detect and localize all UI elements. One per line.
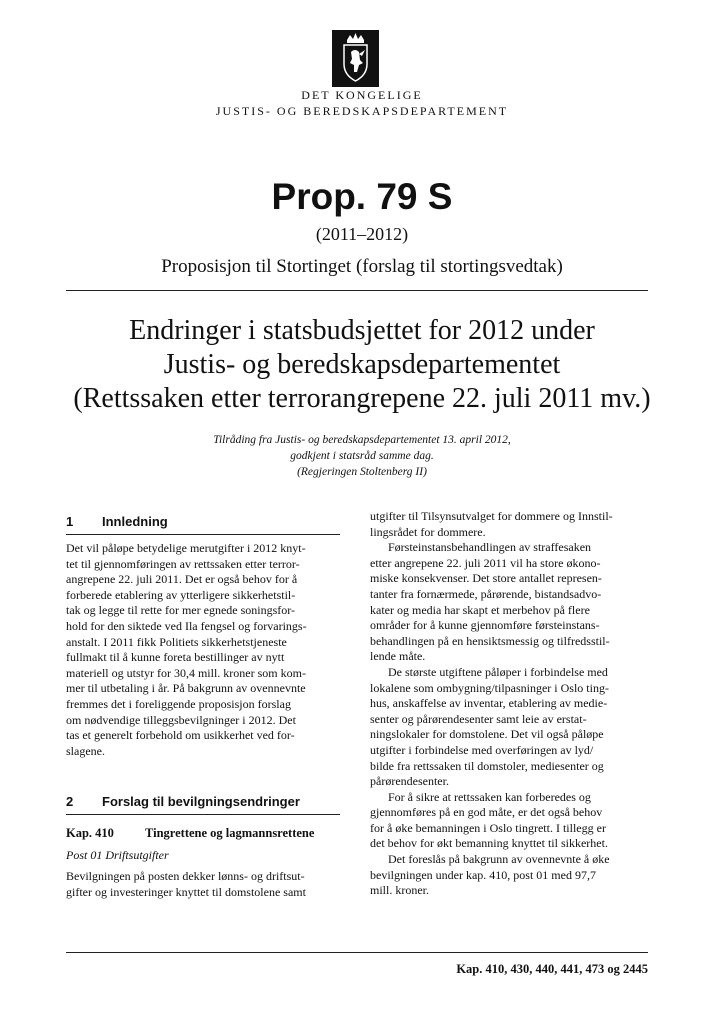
body-line: lokalene som ombygning/tilpasninger i Oslo ting- xyxy=(370,680,609,695)
section-2-rule xyxy=(66,814,340,815)
body-line: for å øke bemanningen i Oslo tingrett. I tillegg er xyxy=(370,820,606,835)
title-line: Justis- og beredskapsdepartementet xyxy=(163,349,561,380)
footer-chapters: Kap. 410, 430, 440, 441, 473 og 2445 xyxy=(456,962,648,976)
body-line: gjennomføres på en god måte, er det også behov xyxy=(370,805,603,820)
body-line: lingsrådet for dommere. xyxy=(370,524,486,539)
body-line: etter angrepene 22. juli 2011 vil ha store økono- xyxy=(370,555,601,570)
session-years: (2011–2012) xyxy=(315,224,409,244)
body-line: materiell og utstyr for 30,4 mill. kroner som kom- xyxy=(66,665,306,680)
body-line: anstalt. I 2011 fikk Politiets sikkerhetstjeneste xyxy=(66,634,287,649)
body-line: angrepene 22. juli 2011. Det er også behov for å xyxy=(66,572,298,587)
body-line: Bevilgningen på posten dekker lønns- og driftsut- xyxy=(66,869,305,883)
body-line: tak og legge til rette for mer egnede soningsfor- xyxy=(66,603,296,618)
body-line: Det foreslås på bakgrunn av ovennevnte å øke xyxy=(388,852,610,867)
section-2-body xyxy=(66,869,340,900)
body-line: bilde fra rettssaken til domstoler, mediesenter og xyxy=(370,758,604,773)
body-line: pårørendesenter. xyxy=(370,774,449,789)
right-column-body xyxy=(370,509,648,899)
body-line: forberede etablering av ytterligere sikkerhetstil- xyxy=(66,587,296,602)
body-line: mill. kroner. xyxy=(370,883,429,898)
chapter-label: Kap. 410 xyxy=(66,826,114,840)
post-heading: Post 01 Driftsutgifter xyxy=(66,848,169,862)
body-line: fullmakt til å kunne foreta bestillinger av nytt xyxy=(66,650,285,665)
title-line: (Rettssaken etter terrorangrepene 22. juli 2011 mv.) xyxy=(73,383,651,414)
body-line: tet til gjennomføringen av rettssaken etter terror- xyxy=(66,556,300,571)
proposition-number: Prop. 79 S xyxy=(271,176,453,217)
footer-rule xyxy=(66,952,648,953)
body-line: senter og pårørendesenter samt leie av erstat- xyxy=(370,711,587,726)
coat-of-arms-icon xyxy=(332,30,379,87)
body-line: om nødvendige tilleggsbevilgninger i 2012. Det xyxy=(66,712,296,727)
body-line: gifter og investeringer knyttet til domstolene samt xyxy=(66,884,306,899)
section-1-rule xyxy=(66,534,340,535)
recommendation-line: Tilråding fra Justis- og beredskapsdepartementet 13. april 2012, xyxy=(213,434,511,446)
section-2-number: 2 xyxy=(66,794,74,809)
section-1-number: 1 xyxy=(66,514,74,529)
department-line-2: JUSTIS- OG BEREDSKAPSDEPARTEMENT xyxy=(215,104,509,118)
body-line: det behov for økt bemanning knyttet til sikkerhet. xyxy=(370,836,608,851)
body-line: utgifter i forbindelse med overføringen av lyd/ xyxy=(370,742,594,757)
body-line: bevilgningen under kap. 410, post 01 med 97,7 xyxy=(370,867,596,882)
body-line: Førsteinstansbehandlingen av straffesaken xyxy=(388,540,592,555)
body-line: hus, anskaffelse av inventar, etablering av medie- xyxy=(370,696,608,711)
title-line: Endringer i statsbudsjettet for 2012 under xyxy=(129,315,595,346)
body-line: ningslokaler for domstolene. Det vil også påløpe xyxy=(370,727,604,742)
recommendation-line: (Regjeringen Stoltenberg II) xyxy=(297,466,427,478)
body-line: hold for den siktede ved Ila fengsel og forvarings- xyxy=(66,618,307,633)
section-1-body xyxy=(66,541,340,759)
body-line: behandlingen på en hensiktsmessig og tilfredsstil- xyxy=(370,633,610,648)
chapter-title: Tingrettene og lagmannsrettene xyxy=(145,826,315,840)
document-title xyxy=(0,314,724,416)
body-line: utgifter til Tilsynsutvalget for dommere og Innstil- xyxy=(370,509,613,523)
body-line: kater og media har skapt et merbehov på flere xyxy=(370,602,590,617)
body-line: områder for å kunne gjennomføre førsteinstans- xyxy=(370,618,600,633)
body-line: mer til utbetaling i år. På bakgrunn av ovennevnte xyxy=(66,681,306,696)
recommendation-note xyxy=(0,432,724,480)
section-1-heading: Innledning xyxy=(102,514,168,529)
department-line-1: DET KONGELIGE xyxy=(301,88,423,102)
section-2-heading: Forslag til bevilgningsendringer xyxy=(102,794,300,809)
body-line: lende måte. xyxy=(370,649,426,664)
body-line: tanter fra fornærmede, pårørende, bistandsadvo- xyxy=(370,586,602,601)
body-line: For å sikre at rettssaken kan forberedes og xyxy=(388,789,591,804)
divider-rule xyxy=(66,290,648,291)
body-line: Det vil påløpe betydelige merutgifter i 2012 knyt- xyxy=(66,541,306,555)
body-line: slagene. xyxy=(66,743,105,758)
document-subtitle: Proposisjon til Stortinget (forslag til stortingsvedtak) xyxy=(161,256,563,277)
body-line: fremmes det i foreliggende proposisjon forslag xyxy=(66,696,291,711)
body-line: miske konsekvenser. Det store antallet represen- xyxy=(370,571,602,586)
body-line: tas et generelt forbehold om usikkerhet ved for- xyxy=(66,728,295,743)
recommendation-line: godkjent i statsråd samme dag. xyxy=(290,450,434,462)
body-line: De største utgiftene påløper i forbindelse med xyxy=(388,664,608,679)
